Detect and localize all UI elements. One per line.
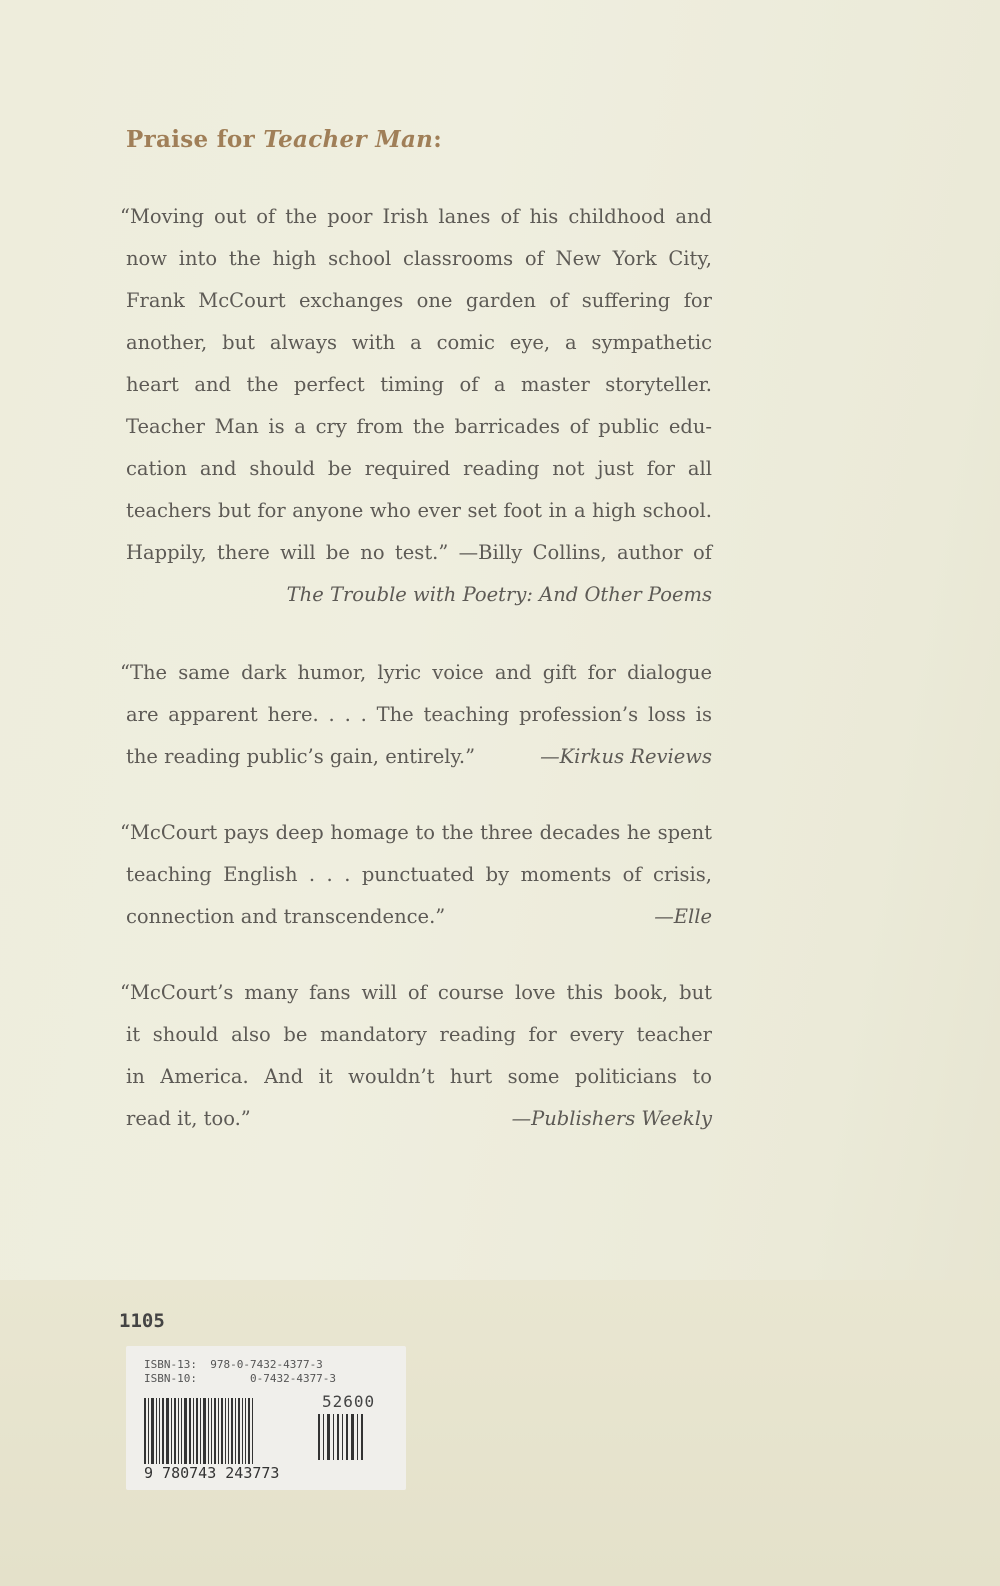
barcode-bar xyxy=(361,1414,363,1460)
quote-elle xyxy=(120,812,712,938)
quote-line: in America. And it wouldn’t hurt some politicians to xyxy=(126,1065,712,1088)
quote-billy-collins xyxy=(120,196,712,616)
quote-line: teachers but for anyone who ever set foot in a high school. xyxy=(126,499,712,522)
barcode-label xyxy=(126,1346,406,1490)
quote-publishers-weekly xyxy=(120,972,712,1140)
barcode-bar xyxy=(351,1414,354,1460)
quote-line: connection and transcendence.” xyxy=(126,905,446,928)
barcode-bar xyxy=(323,1414,324,1460)
isbn-13: ISBN-13: 978-0-7432-4377-3 xyxy=(144,1358,323,1371)
barcode-bar xyxy=(337,1414,339,1460)
quote-line: “McCourt pays deep homage to the three decades he spent xyxy=(120,821,712,844)
quote-attribution: —Elle xyxy=(654,905,712,928)
praise-heading: Praise for Teacher Man: xyxy=(126,126,442,153)
price-barcode-bars xyxy=(318,1414,366,1460)
barcode-bar xyxy=(342,1414,343,1460)
barcode-bar xyxy=(357,1414,358,1460)
quote-line: Frank McCourt exchanges one garden of suffering for xyxy=(126,289,712,312)
quote-line: another, but always with a comic eye, a sympathetic xyxy=(126,331,712,354)
quote-line: cation and should be required reading not just for all xyxy=(126,457,712,480)
quote-line: Teacher Man is a cry from the barricades of public edu- xyxy=(126,415,712,438)
quote-line: it should also be mandatory reading for every teacher xyxy=(126,1023,712,1046)
print-code: 1105 xyxy=(119,1310,165,1332)
quote-line: now into the high school classrooms of New York City, xyxy=(126,247,712,270)
quote-attribution: The Trouble with Poetry: And Other Poems xyxy=(286,583,712,606)
quote-attribution: —Publishers Weekly xyxy=(511,1107,712,1130)
isbn-10: ISBN-10: 0-7432-4377-3 xyxy=(144,1372,337,1385)
price-code: 52600 xyxy=(322,1392,376,1411)
barcode-bar xyxy=(346,1414,348,1460)
quote-line: the reading public’s gain, entirely.” xyxy=(126,745,476,768)
quote-line: teaching English . . . punctuated by moments of crisis, xyxy=(126,863,712,886)
quote-line: heart and the perfect timing of a master storyteller. xyxy=(126,373,712,396)
barcode-bar xyxy=(327,1414,330,1460)
barcode-bar xyxy=(318,1414,320,1460)
quote-line: “The same dark humor, lyric voice and gift for dialogue xyxy=(120,661,712,684)
quote-attribution: —Kirkus Reviews xyxy=(540,745,712,768)
barcode-bar xyxy=(333,1414,334,1460)
barcode-digits: 9 780743 243773 xyxy=(144,1464,280,1482)
quote-line: Happily, there will be no test.” —Billy Collins, author of xyxy=(126,541,712,564)
quote-line: read it, too.” xyxy=(126,1107,251,1130)
quote-line: “Moving out of the poor Irish lanes of his childhood and xyxy=(120,205,712,228)
quote-line: “McCourt’s many fans will of course love this book, but xyxy=(120,981,712,1004)
quote-kirkus xyxy=(120,652,712,778)
quote-line: are apparent here. . . . The teaching profession’s loss is xyxy=(126,703,712,726)
